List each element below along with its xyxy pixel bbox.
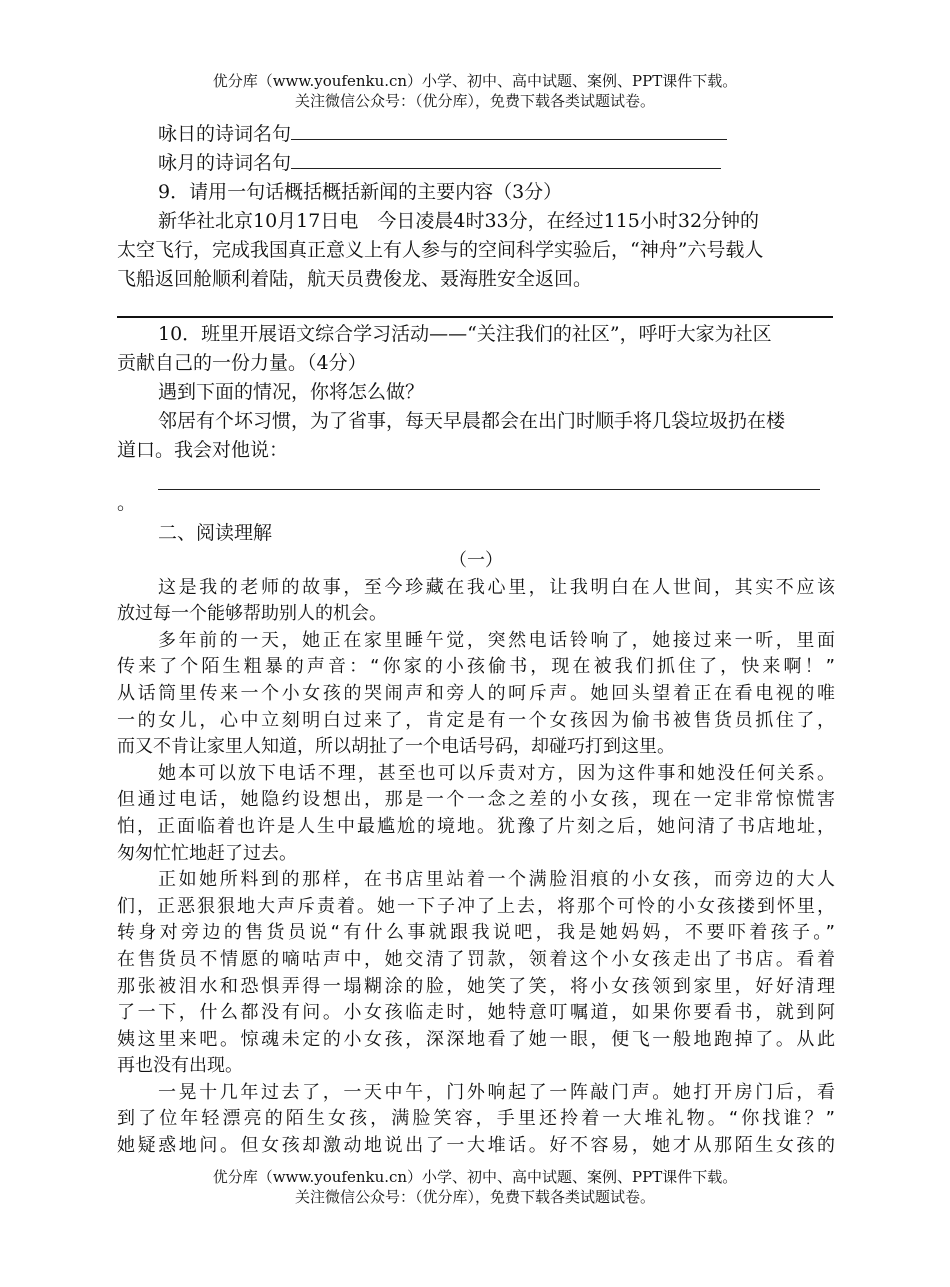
q10-ask: 遇到下面的情况，你将怎么做？ [158, 381, 425, 403]
header-line-1: 优分库（www.youfenku.cn）小学、初中、高中试题、案例、PPT课件下载。 [212, 72, 738, 90]
passage-line: 一的女儿，心中立刻明白过来了，肯定是有一个女孩因为偷书被售货员抓住了， [117, 709, 835, 731]
q8-sun-answer-blank[interactable] [291, 121, 727, 140]
passage-line: 她疑惑地问。但女孩却激动地说出了一大堆话。好不容易，她才从那陌生女孩的 [117, 1135, 835, 1157]
passage-line: 怕，正面临着也许是人生中最尴尬的境地。犹豫了片刻之后，她问清了书店地址， [117, 815, 835, 837]
passage-line: 再也没有出现。 [117, 1055, 243, 1077]
passage-line: 姨这里来吧。惊魂未定的小女孩，深深地看了她一眼，便飞一般地跑掉了。从此 [117, 1028, 835, 1050]
q8-moon-label: 咏月的诗词名句 [158, 152, 292, 174]
q10-situation-line: 邻居有个坏习惯，为了省事，每天早晨都会在出门时顺手将几袋垃圾扔在楼 [158, 410, 786, 432]
passage-line: 她本可以放下电话不理，甚至也可以斥责对方，因为这件事和她没任何关系。 [158, 762, 835, 784]
page-header [0, 71, 950, 111]
passage-line: 们，正恶狠狠地大声斥责着。她一下子冲了上去，将那个可怜的小女孩搂到怀里， [117, 895, 835, 917]
page-footer [0, 1167, 950, 1207]
q10-prompt-line: 贡献自己的一份力量。（4分） [117, 352, 367, 374]
q8-moon-answer-blank[interactable] [291, 150, 721, 169]
document-body [117, 120, 835, 1160]
passage-lines [117, 575, 835, 1160]
passage-line: 到了位年轻漂亮的陌生女孩，满脸笑容，手里还拎着一大堆礼物。“你找谁？” [117, 1108, 835, 1130]
passage-line: 了一下，什么都没有问。小女孩临走时，她特意叮嘱道，如果你要看书，就到阿 [117, 1002, 835, 1024]
q9-answer-line[interactable] [117, 316, 833, 318]
passage-line: 但通过电话，她隐约设想出，那是一个一念之差的小女孩，现在一定非常惊慌害 [117, 789, 835, 811]
reading-passage [117, 548, 835, 1160]
passage-line: 一晃十几年过去了，一天中午，门外响起了一阵敲门声。她打开房门后，看 [158, 1081, 835, 1103]
part-title: （一） [449, 550, 503, 571]
q9-news-line: 新华社北京10月17日电 今日凌晨4时33分，在经过115小时32分钟的 [158, 210, 760, 232]
passage-line: 在售货员不情愿的嘀咕声中，她交清了罚款，领着这个小女孩走出了书店。看着 [117, 948, 835, 970]
passage-line: 而又不肯让家里人知道，所以胡扯了一个电话号码，却碰巧打到这里。 [117, 736, 675, 758]
passage-line: 转身对旁边的售货员说“有什么事就跟我说吧，我是她妈妈，不要吓着孩子。” [117, 922, 835, 944]
q8-sun-row [117, 120, 835, 149]
footer-line-2: 关注微信公众号：（优分库），免费下载各类试题试卷。 [294, 1188, 655, 1206]
q10-prompt-line: 10．班里开展语文综合学习活动——“关注我们的社区”，呼吁大家为社区 [158, 323, 772, 345]
passage-line: 传来了个陌生粗暴的声音：“你家的小孩偷书，现在被我们抓住了，快来啊！” [117, 656, 835, 678]
footer-line-1: 优分库（www.youfenku.cn）小学、初中、高中试题、案例、PPT课件下载。 [212, 1168, 738, 1186]
q9-prompt: 9．请用一句话概括概括新闻的主要内容（3分） [158, 181, 563, 203]
q10-situation-line: 道口。我会对他说： [117, 439, 289, 461]
q8-sun-label: 咏日的诗词名句 [158, 123, 292, 145]
section-title: 二、阅读理解 [158, 522, 273, 544]
passage-line: 匆匆忙忙地赶了过去。 [117, 842, 297, 864]
q8-moon-row [117, 149, 835, 178]
q9-news-line: 飞船返回舱顺利着陆，航天员费俊龙、聂海胜安全返回。 [117, 268, 593, 290]
passage-line: 正如她所料到的那样，在书店里站着一个满脸泪痕的小女孩，而旁边的大人 [158, 869, 835, 891]
header-line-2: 关注微信公众号：（优分库），免费下载各类试题试卷。 [294, 92, 655, 110]
passage-line: 那张被泪水和恐惧弄得一塌糊涂的脸，她笑了笑，将小女孩领到家里，好好清理 [117, 975, 835, 997]
q9-news-line: 太空飞行，完成我国真正意义上有人参与的空间科学实验后，“神舟”六号载人 [117, 239, 764, 261]
q10-end-mark: 。 [117, 492, 137, 514]
passage-line: 从话筒里传来一个小女孩的哭闹声和旁人的呵斥声。她回头望着正在看电视的唯 [117, 682, 835, 704]
q10-answer-line[interactable] [158, 465, 820, 490]
passage-line: 这是我的老师的故事，至今珍藏在我心里，让我明白在人世间，其实不应该 [158, 576, 835, 598]
passage-line: 多年前的一天，她正在家里睡午觉，突然电话铃响了，她接过来一听，里面 [158, 629, 835, 651]
passage-line: 放过每一个能够帮助别人的机会。 [117, 603, 387, 625]
